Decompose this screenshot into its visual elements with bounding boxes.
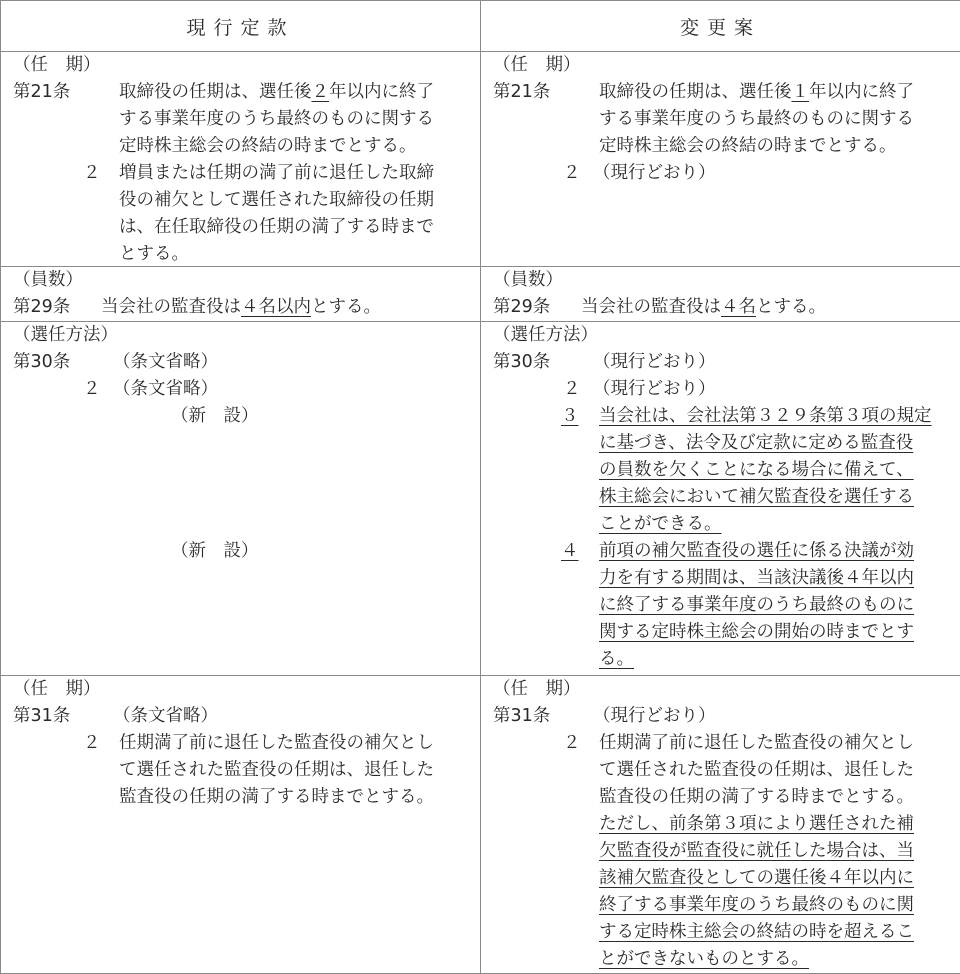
added-proviso-line: 欠監査役が監査役に就任した場合は、当 bbox=[599, 840, 914, 861]
proposed-article-31-cell bbox=[481, 675, 960, 973]
added-proviso-line: する定時株主総会の終結の時を超えるこ bbox=[599, 921, 914, 942]
article-number: 第21条 bbox=[493, 82, 551, 103]
current-article-29-cell bbox=[1, 267, 481, 322]
proposed-article-29-cell bbox=[481, 267, 960, 322]
article-number: 第21条 bbox=[13, 82, 71, 103]
added-proviso-line: ただし、前条第３項により選任された補 bbox=[599, 813, 914, 834]
article-text: 当会社の監査役は４名以内とする。 bbox=[101, 297, 381, 318]
paragraph-2: （条文省略） bbox=[113, 379, 218, 400]
section-heading: （任 期） bbox=[13, 55, 101, 76]
proposed-article-30-cell bbox=[481, 322, 960, 675]
proposed-article-21-cell bbox=[481, 52, 960, 267]
paragraph-4-added: 前項の補欠監査役の選任に係る決議が効 力を有する期間は、当該決議後４年以内 に終了する事業年度のうち最終のものに 関する定時株主総会の開始の時までとす る。 bbox=[599, 541, 914, 670]
paragraph-1: （現行どおり） bbox=[593, 352, 716, 373]
paragraph-number-added: ３ bbox=[561, 406, 579, 427]
section-heading: （員数） bbox=[493, 270, 563, 291]
added-proviso-line: 該補欠監査役としての選任後４年以内に bbox=[599, 867, 914, 888]
paragraph-3-added: 当会社は、会社法第３２９条第３項の規定 に基づき、法令及び定款に定める監査役 の員数を欠くことになる場合に備えて、 株主総会において補欠監査役を選任する ことができる。 bbox=[599, 406, 932, 535]
article-number: 第29条 bbox=[13, 297, 71, 318]
row-article-29 bbox=[1, 267, 960, 322]
current-article-21-cell bbox=[1, 52, 481, 267]
article-text: 当会社の監査役は４名とする。 bbox=[581, 297, 826, 318]
section-heading: （選任方法） bbox=[493, 325, 598, 346]
added-proviso-line: とができないものとする。 bbox=[599, 948, 809, 969]
section-heading: （員数） bbox=[13, 270, 83, 291]
current-article-30-cell bbox=[1, 322, 481, 675]
section-heading: （任 期） bbox=[493, 55, 581, 76]
changed-term: １ bbox=[791, 82, 809, 103]
article-number: 第31条 bbox=[13, 705, 71, 726]
article-number: 第30条 bbox=[13, 352, 71, 373]
paragraph-number: ２ bbox=[563, 379, 581, 400]
paragraph-1: 取締役の任期は、選任後１年以内に終了 する事業年度のうち最終のものに関する 定時株主総会の終結の時までとする。 bbox=[599, 82, 914, 157]
header-proposed-changes: 変更案 bbox=[481, 1, 960, 52]
paragraph-number: ２ bbox=[563, 163, 581, 184]
paragraph-2: （現行どおり） bbox=[593, 379, 716, 400]
row-article-21 bbox=[1, 52, 960, 267]
new-provision-marker: （新 設） bbox=[171, 406, 259, 427]
added-proviso-line: 終了する事業年度のうち最終のものに関 bbox=[599, 894, 914, 915]
section-heading: （任 期） bbox=[13, 678, 101, 699]
paragraph-1: （条文省略） bbox=[113, 352, 218, 373]
paragraph-1: （条文省略） bbox=[113, 705, 218, 726]
article-number: 第29条 bbox=[493, 297, 551, 318]
paragraph-2: 任期満了前に退任した監査役の補欠とし て選任された監査役の任期は、退任した 監査役の任期の満了する時までとする。 ただし、前条第３項により選任された補 欠監査役が監査役に就任した場合は、当 該補欠監査役としての選任後４年以内に 終了する事業年度のうち最終のものに関 する定時株主総会の終結の時を超えるこ とができないものとする。 bbox=[599, 730, 914, 973]
paragraph-number: ２ bbox=[563, 732, 581, 753]
changed-term: ２ bbox=[311, 82, 329, 103]
header-current-articles: 現行定款 bbox=[1, 1, 481, 52]
paragraph-number: ２ bbox=[83, 163, 101, 184]
article-number: 第31条 bbox=[493, 705, 551, 726]
section-heading: （任 期） bbox=[493, 678, 581, 699]
paragraph-number: ２ bbox=[83, 732, 101, 753]
current-article-31-cell bbox=[1, 675, 481, 973]
row-article-30 bbox=[1, 322, 960, 675]
paragraph-2: 増員または任期の満了前に退任した取締 役の補欠として選任された取締役の任期 は、在任取締役の任期の満了する時まで とする。 bbox=[119, 163, 434, 265]
paragraph-1: 取締役の任期は、選任後２年以内に終了 する事業年度のうち最終のものに関する 定時株主総会の終結の時までとする。 bbox=[119, 82, 434, 157]
paragraph-number: ２ bbox=[83, 379, 101, 400]
paragraph-2: （現行どおり） bbox=[593, 163, 716, 184]
new-provision-marker: （新 設） bbox=[171, 541, 259, 562]
row-article-31 bbox=[1, 675, 960, 973]
section-heading: （選任方法） bbox=[13, 325, 118, 346]
paragraph-1: （現行どおり） bbox=[593, 705, 716, 726]
paragraph-2: 任期満了前に退任した監査役の補欠とし て選任された監査役の任期は、退任した 監査役の任期の満了する時までとする。 bbox=[119, 732, 434, 807]
header-row bbox=[1, 1, 960, 52]
article-number: 第30条 bbox=[493, 352, 551, 373]
changed-term: ４名 bbox=[721, 297, 756, 318]
paragraph-number-added: ４ bbox=[561, 541, 579, 562]
changed-term: ４名以内 bbox=[241, 297, 311, 318]
